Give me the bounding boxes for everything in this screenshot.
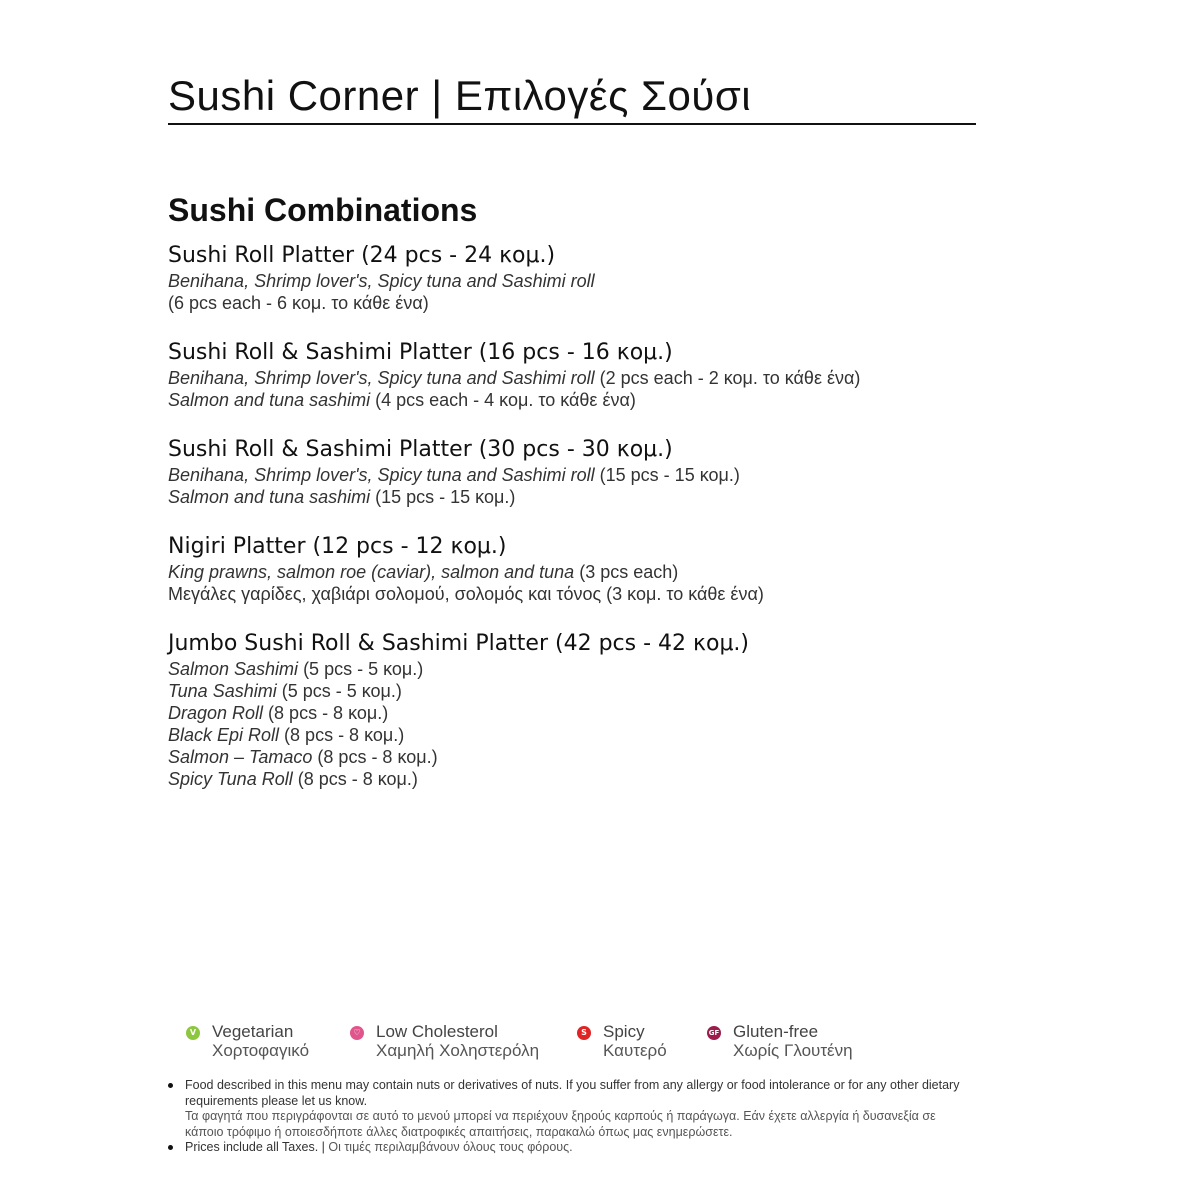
allergy-note bbox=[168, 1078, 968, 1140]
menu-item bbox=[168, 436, 988, 508]
footer-notes bbox=[168, 1078, 968, 1156]
menu-item-description bbox=[168, 658, 988, 680]
vegetarian-icon: V bbox=[186, 1026, 200, 1040]
description-detail: Μεγάλες γαρίδες, χαβιάρι σολομού, σολομός και τόνος (3 κομ. το κάθε ένα) bbox=[168, 584, 764, 604]
description-detail: (3 pcs each) bbox=[574, 562, 679, 582]
allergy-note-english: Food described in this menu may contain nuts or derivatives of nuts. If you suffer from any allergy or food intolerance or for any other dietary requirements please let us know. bbox=[185, 1078, 960, 1108]
description-italic: Salmon – Tamaco bbox=[168, 747, 313, 767]
legend-label-greek: Χαμηλή Χοληστερόλη bbox=[376, 1041, 540, 1060]
menu-item-description bbox=[168, 367, 988, 389]
menu-item-description bbox=[168, 270, 988, 292]
description-italic: Benihana, Shrimp lover's, Spicy tuna and Sashimi roll bbox=[168, 368, 595, 388]
legend-label: Low Cholesterol bbox=[376, 1022, 498, 1041]
menu-item-name: Sushi Roll & Sashimi Platter (16 pcs - 16 κομ.) bbox=[168, 340, 673, 365]
description-detail: (8 pcs - 8 κομ.) bbox=[279, 725, 405, 745]
description-italic: Benihana, Shrimp lover's, Spicy tuna and Sashimi roll bbox=[168, 465, 595, 485]
description-detail: (15 pcs - 15 κομ.) bbox=[370, 487, 516, 507]
gluten-free-icon: GF bbox=[707, 1026, 721, 1040]
menu-item-description bbox=[168, 724, 988, 746]
legend-label-greek: Καυτερό bbox=[603, 1041, 667, 1060]
allergy-note-greek: Τα φαγητά που περιγράφονται σε αυτό το μενού μπορεί να περιέχουν ξηρούς καρπούς ή παράγωγα. Εάν έχετε αλλεργία ή δυσανεξία σε κάποιο τρόφιμο ή οποιεσδήποτε άλλες διατροφικές απαιτήσεις, παρακαλώ όπως μας ενημερώσετε. bbox=[185, 1109, 936, 1139]
menu-item-description bbox=[168, 746, 988, 768]
menu-item-description bbox=[168, 702, 988, 724]
description-italic: Salmon and tuna sashimi bbox=[168, 487, 371, 507]
menu-item-description bbox=[168, 583, 988, 605]
menu-item-name: Jumbo Sushi Roll & Sashimi Platter (42 pcs - 42 κομ.) bbox=[168, 631, 750, 656]
legend-label: Vegetarian bbox=[212, 1022, 294, 1041]
legend-label-greek: Χωρίς Γλουτένη bbox=[733, 1041, 853, 1060]
description-detail: (8 pcs - 8 κομ.) bbox=[312, 747, 438, 767]
section-heading: Sushi Combinations bbox=[168, 192, 478, 228]
page-title: Sushi Corner | Επιλογές Σούσι bbox=[168, 72, 976, 125]
description-italic: Dragon Roll bbox=[168, 703, 264, 723]
prices-note-separator: | bbox=[318, 1140, 329, 1154]
spicy-icon: S bbox=[577, 1026, 591, 1040]
prices-note bbox=[168, 1140, 968, 1156]
bullet-icon bbox=[168, 1083, 173, 1088]
menu-item bbox=[168, 630, 988, 790]
legend-label: Gluten-free bbox=[733, 1022, 819, 1041]
menu-item-description bbox=[168, 768, 988, 790]
description-italic: Benihana, Shrimp lover's, Spicy tuna and Sashimi roll bbox=[168, 271, 595, 291]
menu-item-description bbox=[168, 389, 988, 411]
description-detail: (5 pcs - 5 κομ.) bbox=[276, 681, 402, 701]
menu-item-description bbox=[168, 680, 988, 702]
description-italic: Salmon and tuna sashimi bbox=[168, 390, 371, 410]
legend-label: Spicy bbox=[603, 1022, 645, 1041]
menu-item bbox=[168, 533, 988, 605]
menu-item-description bbox=[168, 292, 988, 314]
menu-item bbox=[168, 242, 988, 314]
description-italic: King prawns, salmon roe (caviar), salmon and tuna bbox=[168, 562, 575, 582]
menu-item-description bbox=[168, 561, 988, 583]
menu-item bbox=[168, 339, 988, 411]
prices-note-greek: Οι τιμές περιλαμβάνουν όλους τους φόρους. bbox=[328, 1140, 573, 1154]
description-detail: (15 pcs - 15 κομ.) bbox=[594, 465, 740, 485]
menu-item-name: Sushi Roll & Sashimi Platter (30 pcs - 30 κομ.) bbox=[168, 437, 673, 462]
description-detail: (4 pcs each - 4 κομ. το κάθε ένα) bbox=[370, 390, 636, 410]
menu-item-description bbox=[168, 464, 988, 486]
menu-item-name: Nigiri Platter (12 pcs - 12 κομ.) bbox=[168, 534, 507, 559]
menu-item-name: Sushi Roll Platter (24 pcs - 24 κομ.) bbox=[168, 243, 556, 268]
description-detail: (8 pcs - 8 κομ.) bbox=[263, 703, 389, 723]
description-italic: Black Epi Roll bbox=[168, 725, 280, 745]
description-detail: (2 pcs each - 2 κομ. το κάθε ένα) bbox=[594, 368, 861, 388]
bullet-icon bbox=[168, 1145, 173, 1150]
description-italic: Spicy Tuna Roll bbox=[168, 769, 293, 789]
description-italic: Salmon Sashimi bbox=[168, 659, 299, 679]
dietary-legend bbox=[186, 1022, 986, 1062]
menu-items-list bbox=[168, 242, 988, 815]
low-cholesterol-icon: ♡ bbox=[350, 1026, 364, 1040]
description-detail: (6 pcs each - 6 κομ. το κάθε ένα) bbox=[168, 293, 429, 313]
legend-label-greek: Χορτοφαγικό bbox=[212, 1041, 310, 1060]
description-detail: (5 pcs - 5 κομ.) bbox=[298, 659, 424, 679]
menu-item-description bbox=[168, 486, 988, 508]
prices-note-english: Prices include all Taxes. bbox=[185, 1140, 319, 1154]
description-italic: Tuna Sashimi bbox=[168, 681, 277, 701]
description-detail: (8 pcs - 8 κομ.) bbox=[292, 769, 418, 789]
